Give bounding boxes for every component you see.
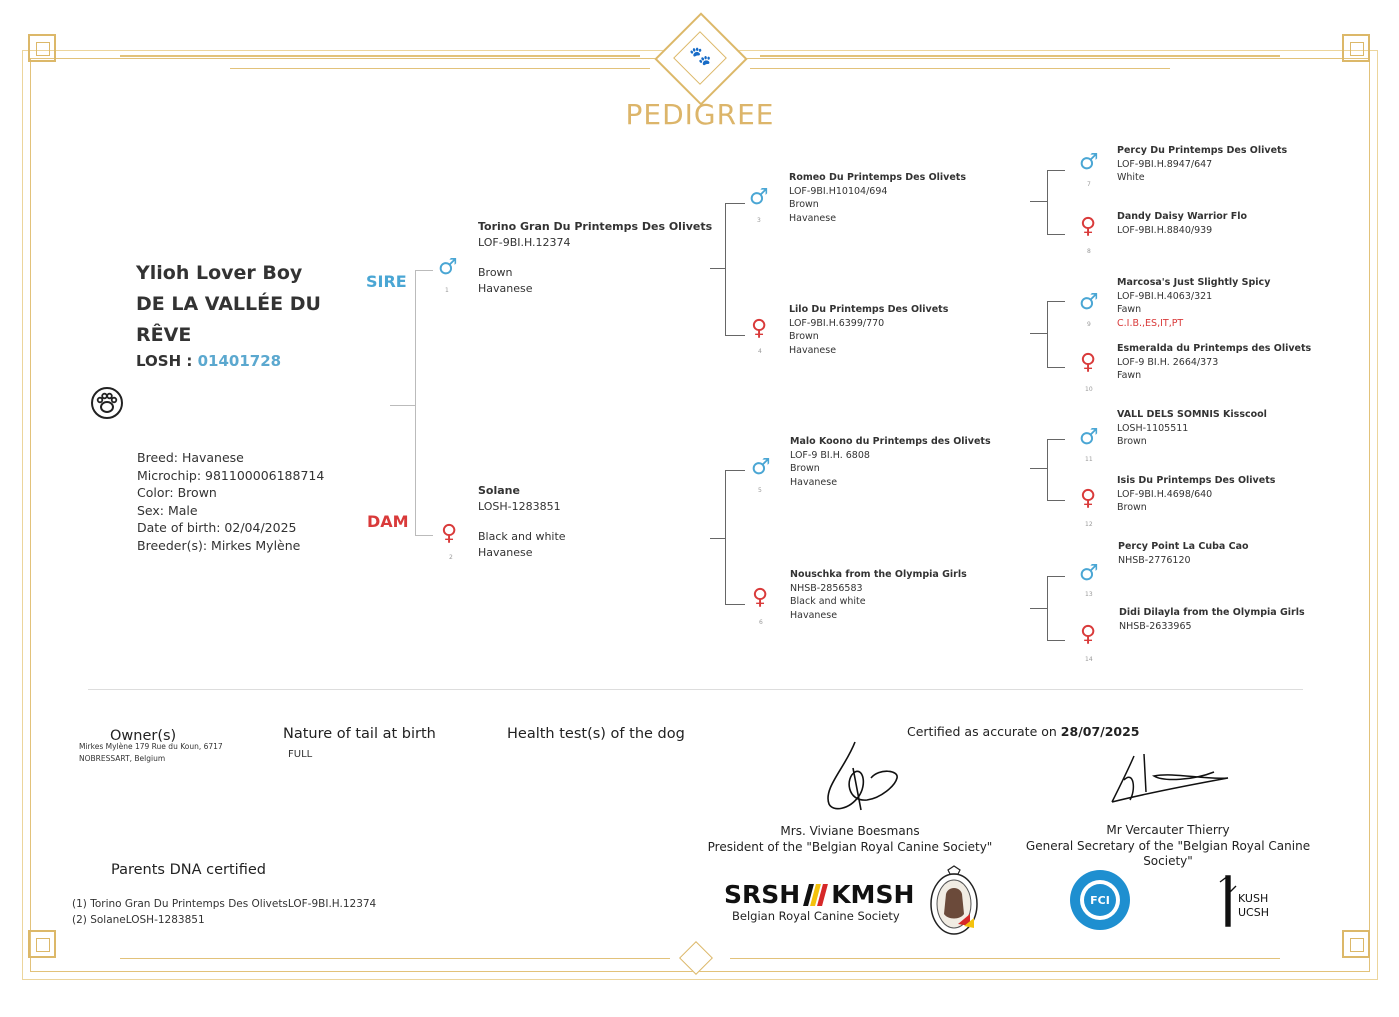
footer-line [730,958,1280,959]
female-icon: ♀ [1080,486,1097,511]
breed-text: Breed: Havanese [137,450,244,465]
ancestor-name: Lilo Du Printemps Des Olivets [789,304,949,315]
tree-connector [1047,439,1065,440]
owner-address [79,741,223,765]
tree-connector [415,270,433,271]
header-line [750,68,1170,69]
sire-label: SIRE [366,272,407,291]
great-grandparent-entry [1118,540,1249,567]
pedigree-number: 1 [445,287,449,294]
great-grandparent-entry [1117,144,1287,185]
ancestor-color: Brown [789,331,819,343]
corner-ornament [1342,930,1370,958]
ancestor-name: Didi Dilayla from the Olympia Girls [1119,607,1305,618]
ancestor-color: Fawn [1117,370,1142,382]
signatory-2 [1000,823,1336,870]
male-icon: ♂ [438,255,458,280]
dna-list [72,896,376,928]
kush-ucsh-logo [1214,872,1284,930]
tree-connector [1047,170,1065,171]
fci-text: FCI [1090,894,1110,907]
male-icon: ♂ [1079,425,1099,450]
dna-line: (1) Torino Gran Du Printemps Des OlivetsLOF-9BI.H.12374 [72,898,377,910]
tree-connector [1030,201,1048,202]
corner-ornament [28,930,56,958]
logo-text-left: SRSH [724,880,801,909]
header-line [230,68,650,69]
ancestor-registration: NHSB-2776120 [1118,554,1191,566]
tree-connector [710,268,726,269]
great-grandparent-entry [1117,342,1311,383]
ancestor-name: Nouschka from the Olympia Girls [790,569,967,580]
male-icon: ♂ [1079,290,1099,315]
ancestor-registration: LOF-9BI.H.4698/640 [1117,488,1213,500]
pedigree-number: 6 [759,619,763,626]
tree-connector [1047,301,1048,367]
ancestor-registration: LOF-9 BI.H. 6808 [790,449,870,461]
dna-line: (2) SolaneLOSH-1283851 [72,914,205,926]
ancestor-color: Brown [1117,436,1147,448]
ancestor-color: Black and white [790,596,866,608]
dog-name-line: DE LA VALLÉE DU [136,293,321,315]
pedigree-number: 4 [758,348,762,355]
page-title: PEDIGREE [625,98,775,131]
pedigree-number: 3 [757,217,761,224]
srsh-kmsh-logo [724,880,914,909]
dob-text: Date of birth: 02/04/2025 [137,520,297,536]
tail-heading: Nature of tail at birth [283,726,436,742]
ancestor-color: Brown [790,463,820,475]
ancestor-registration: NHSB-2633965 [1119,620,1192,632]
grandparent-entry [789,303,948,357]
header-line [120,55,640,57]
ancestor-titles: C.I.B.,ES,IT,PT [1117,317,1184,329]
pedigree-number: 9 [1087,321,1091,328]
ancestor-name: VALL DELS SOMNIS Kisscool [1117,409,1267,420]
owner-heading: Owner(s) [110,728,177,744]
male-icon: ♂ [749,185,769,210]
section-divider [88,689,1303,690]
sire-registration: LOF-9BI.H.12374 [478,235,571,249]
pedigree-number: 13 [1085,591,1093,598]
dna-heading: Parents DNA certified [111,862,266,878]
grandparent-entry [789,171,966,225]
male-icon: ♂ [1079,150,1099,175]
signatory-name: Mr Vercauter Thierry [1106,823,1230,837]
owner-line: NOBRESSART, Belgium [79,754,166,763]
losh-label: LOSH : [136,352,193,370]
male-icon: ♂ [1079,561,1099,586]
pedigree-number: 10 [1085,386,1093,393]
tree-connector [1047,170,1048,234]
tree-connector [1047,576,1065,577]
tree-connector [710,538,726,539]
signature-vercauter [1104,750,1234,810]
sire-entry [478,219,712,296]
ancestor-name: Marcosa's Just Slightly Spicy [1117,277,1271,288]
ancestor-breed: Havanese [790,609,838,621]
great-grandparent-entry [1117,210,1247,237]
signatory-role: General Secretary of the "Belgian Royal Canine Society" [1025,838,1311,868]
female-icon: ♀ [1080,214,1097,239]
pedigree-number: 5 [758,487,762,494]
losh-number: 01401728 [197,352,282,370]
breeder-text: Breeder(s): Mirkes Mylène [137,537,301,553]
great-grandparent-entry [1117,408,1267,449]
grandparent-entry [790,568,967,622]
female-icon: ♀ [441,521,458,546]
paw-badge-icon [90,386,124,420]
certified-label: Certified as accurate on [907,724,1057,739]
tree-connector [390,405,416,406]
owner-line: Mirkes Mylène 179 Rue du Koun, 6717 [79,742,223,751]
female-icon: ♀ [752,585,769,610]
tree-connector [725,470,726,604]
tree-connector [1030,468,1048,469]
dog-name-line: Ylioh Lover Boy [136,262,303,284]
sire-name: Torino Gran Du Printemps Des Olivets [478,220,713,233]
dog-name-line: RÊVE [136,324,192,346]
ancestor-name: Isis Du Printemps Des Olivets [1117,475,1276,486]
pedigree-number: 12 [1085,521,1093,528]
pedigree-number: 2 [449,554,453,561]
dam-color: Black and white [478,530,566,543]
great-grandparent-entry [1117,474,1275,515]
certified-date: 28/07/2025 [1060,724,1140,739]
tree-connector [725,335,745,336]
logo-subtitle: Belgian Royal Canine Society [732,909,900,923]
tree-connector [725,203,726,335]
tree-connector [725,604,745,605]
ancestor-name: Malo Koono du Printemps des Olivets [790,436,991,447]
ancestor-name: Percy Point La Cuba Cao [1118,541,1249,552]
ancestor-registration: LOF-9BI.H.4063/321 [1117,290,1213,302]
royal-crest-emblem [928,864,980,936]
paw-icon: 🐾 [689,46,712,67]
tree-connector [1047,367,1065,368]
sex-text: Sex: Male [137,502,198,518]
tree-connector [1047,500,1065,501]
tree-connector [1047,576,1048,640]
dam-name: Solane [478,484,520,497]
header-line [760,55,1280,57]
ancestor-name: Percy Du Printemps Des Olivets [1117,145,1288,156]
certified-statement [907,724,1140,739]
ancestor-registration: NHSB-2856583 [790,582,863,594]
sire-color: Brown [478,266,513,279]
dog-name [136,258,321,351]
corner-ornament [1342,34,1370,62]
dam-registration: LOSH-1283851 [478,499,561,513]
great-grandparent-entry [1117,276,1270,330]
dam-breed: Havanese [478,545,533,559]
ancestor-name: Esmeralda du Printemps des Olivets [1117,343,1312,354]
male-icon: ♂ [751,455,771,480]
ancestor-breed: Havanese [789,212,837,224]
tree-connector [1047,439,1048,500]
ancestor-color: Brown [1117,502,1147,514]
pedigree-number: 11 [1085,456,1093,463]
ancestor-breed: Havanese [790,476,838,488]
tree-connector [725,203,745,204]
tree-connector [415,535,433,536]
ancestor-color: Fawn [1117,304,1142,316]
ancestor-color: White [1117,172,1145,184]
tree-connector [1047,640,1065,641]
signatory-name: Mrs. Viviane Boesmans [780,824,920,838]
great-grandparent-entry [1119,606,1305,633]
sire-breed: Havanese [478,281,533,295]
ancestor-registration: LOSH-1105511 [1117,422,1189,434]
footer-line [120,958,670,959]
tree-connector [1047,301,1065,302]
tree-connector [1030,608,1048,609]
grandparent-entry [790,435,991,489]
dam-entry [478,483,566,560]
female-icon: ♀ [1080,622,1097,647]
fci-logo [1068,868,1132,932]
tree-connector [1030,333,1048,334]
logo-text-right: KMSH [831,880,915,909]
ancestor-name: Romeo Du Printemps Des Olivets [789,172,966,183]
corner-ornament [28,34,56,62]
ancestor-breed: Havanese [789,344,837,356]
pedigree-number: 7 [1087,181,1091,188]
ancestor-name: Dandy Daisy Warrior Flo [1117,211,1248,222]
female-icon: ♀ [751,316,768,341]
ancestor-registration: LOF-9BI.H.8840/939 [1117,224,1213,236]
pedigree-number: 8 [1087,248,1091,255]
ancestor-registration: LOF-9BI.H.6399/770 [789,317,885,329]
dam-label: DAM [367,512,409,531]
microchip-text: Microchip: 981100006188714 [137,467,325,483]
kush-text: KUSH [1238,892,1269,905]
color-text: Color: Brown [137,485,217,501]
ancestor-registration: LOF-9BI.H.8947/647 [1117,158,1213,170]
female-icon: ♀ [1080,350,1097,375]
tail-value: FULL [288,749,313,760]
pedigree-number: 14 [1085,656,1093,663]
health-heading: Health test(s) of the dog [507,726,685,742]
ancestor-registration: LOF-9 BI.H. 2664/373 [1117,356,1219,368]
ancestor-registration: LOF-9BI.H10104/694 [789,185,888,197]
losh-registration [136,352,281,370]
ancestor-color: Brown [789,199,819,211]
tree-connector [725,470,745,471]
tree-connector [415,270,416,535]
signatory-role: President of the "Belgian Royal Canine Society" [707,839,993,854]
dog-details [137,449,324,555]
tree-connector [1047,234,1065,235]
signatory-1 [700,824,1000,855]
ucsh-text: UCSH [1238,906,1269,919]
signature-boesmans [815,738,905,814]
